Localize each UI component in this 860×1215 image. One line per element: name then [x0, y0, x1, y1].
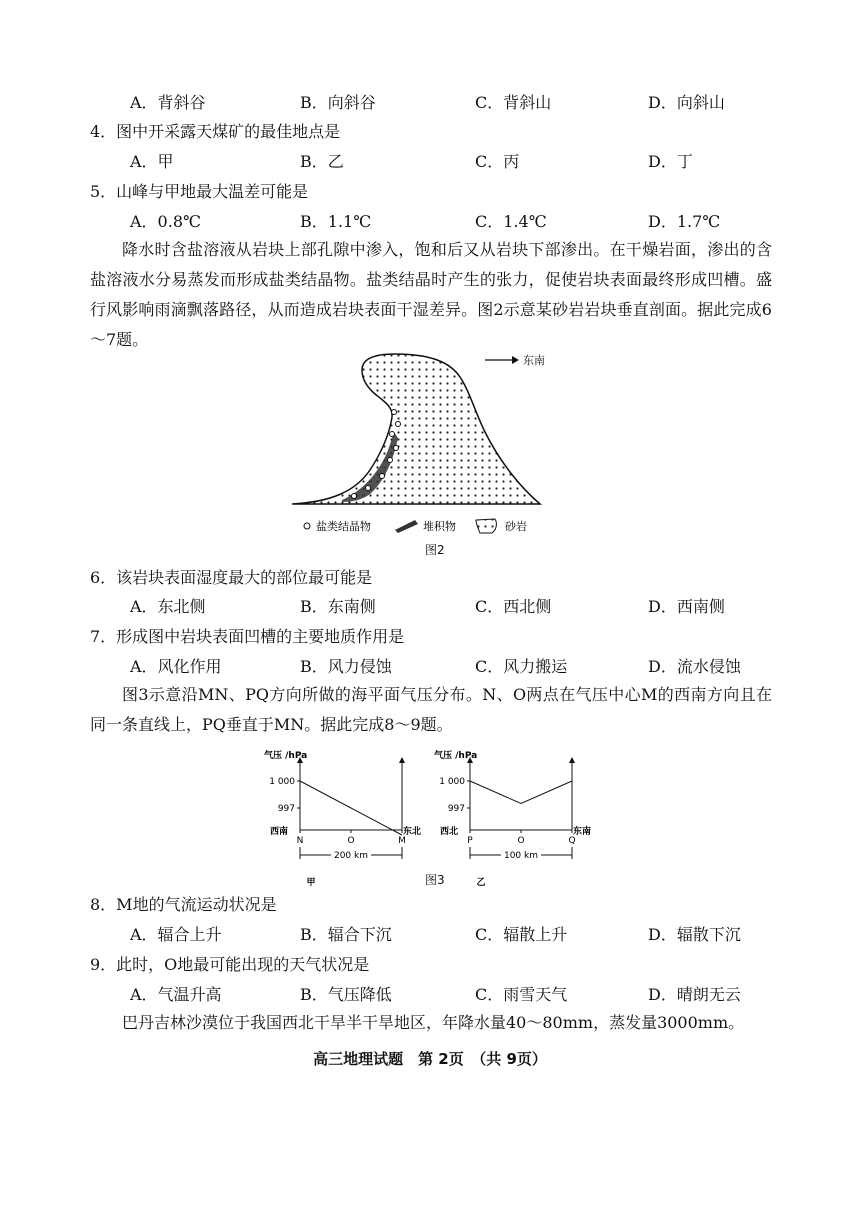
- q6-option-b: B．东南侧: [300, 597, 376, 616]
- legend-sandstone-label: 砂岩: [505, 520, 527, 533]
- y-axis-right-arrow-icon: [399, 757, 405, 763]
- q6-stem: 6．该岩块表面湿度最大的部位最可能是: [90, 568, 373, 587]
- figure-2-rock-profile: [290, 352, 550, 517]
- q7-option-b: B．风力侵蚀: [300, 657, 392, 676]
- q8-option-b: B．辐合下沉: [300, 925, 392, 944]
- arrow-head-icon: [512, 356, 519, 364]
- q6-option-d: D．西南侧: [648, 597, 725, 616]
- passage-2: 降水时含盐溶液从岩块上部孔隙中渗入，饱和后又从岩块下部渗出。在干燥岩面，渗出的含盐溶液水分易蒸发而形成盐类结晶物。盐类结晶时产生的张力，促使岩块表面最终形成凹槽。盛行风影响雨滴飘落路径，从而造成岩块表面干湿差异。图2示意某砂岩岩块垂直剖面。据此完成6～7题。: [90, 240, 772, 349]
- x-category-label: O: [347, 836, 355, 846]
- q5-option-c: C．1.4℃: [475, 212, 547, 231]
- y-axis-label: 气压 /hPa: [264, 751, 308, 761]
- q4-stem: 4．图中开采露天煤矿的最佳地点是: [90, 122, 341, 141]
- q7-option-d: D．流水侵蚀: [648, 657, 741, 676]
- distance-label: 100 km: [503, 851, 539, 861]
- figure-3-caption: 图3: [425, 873, 445, 887]
- x-direction-right: 东北: [403, 827, 422, 837]
- y-axis-label: 气压 /hPa: [434, 751, 478, 761]
- q3-option-c: C．背斜山: [475, 93, 552, 112]
- x-direction-right: 东南: [573, 827, 592, 837]
- y-tick-label: 997: [277, 804, 295, 814]
- pressure-series-line: [300, 781, 402, 835]
- pressure-series-line: [470, 781, 572, 804]
- q7-option-a: A．风化作用: [130, 657, 222, 676]
- q5-option-d: D．1.7℃: [648, 212, 721, 231]
- q3-option-a: A．背斜谷: [130, 93, 206, 112]
- x-category-label: M: [398, 836, 406, 846]
- page-footer: 高三地理试题 第 2页 （共 9页）: [313, 1050, 547, 1068]
- salt-crystal-legend-icon: [304, 523, 310, 529]
- y-tick-label: 997: [447, 804, 465, 814]
- x-category-label: O: [517, 836, 525, 846]
- passage-4: 巴丹吉林沙漠位于我国西北干旱半干旱地区，年降水量40～80mm，蒸发量3000mm。: [122, 1013, 745, 1032]
- direction-label: 东南: [523, 354, 545, 367]
- x-category-label: P: [467, 836, 473, 846]
- passage-3: 图3示意沿MN、PQ方向所做的海平面气压分布。N、O两点在气压中心M的西南方向且在同一条直线上，PQ垂直于MN。据此完成8～9题。: [90, 685, 772, 734]
- q6-option-a: A．东北侧: [130, 597, 206, 616]
- chart-title: 乙: [476, 878, 486, 888]
- figure-2-caption: 图2: [425, 543, 445, 557]
- q9-option-c: C．雨雪天气: [475, 985, 568, 1004]
- legend-deposit-label: 堆积物: [423, 520, 456, 533]
- q9-option-a: A．气温升高: [130, 985, 222, 1004]
- q4-option-b: B．乙: [300, 152, 344, 171]
- q4-option-a: A．甲: [130, 152, 174, 171]
- q9-option-d: D．晴朗无云: [648, 985, 741, 1004]
- y-tick-label: 1 000: [439, 777, 465, 787]
- chart-jia: [262, 748, 422, 888]
- q3-option-b: B．向斜谷: [300, 93, 376, 112]
- q5-option-a: A．0.8℃: [130, 212, 201, 231]
- q9-stem: 9．此时，O地最可能出现的天气状况是: [90, 955, 370, 974]
- q6-option-c: C．西北侧: [475, 597, 552, 616]
- q7-stem: 7．形成图中岩块表面凹槽的主要地质作用是: [90, 627, 405, 646]
- x-category-label: Q: [568, 836, 576, 846]
- x-direction-left: 西北: [440, 827, 459, 837]
- q3-option-d: D．向斜山: [648, 93, 725, 112]
- x-direction-left: 西南: [270, 827, 289, 837]
- q8-option-c: C．辐散上升: [475, 925, 568, 944]
- deposit-legend-icon: [395, 520, 418, 533]
- y-axis-right-arrow-icon: [569, 757, 575, 763]
- q8-stem: 8．M地的气流运动状况是: [90, 895, 277, 914]
- legend-salt-label: 盐类结晶物: [316, 520, 371, 533]
- q8-option-d: D．辐散下沉: [648, 925, 741, 944]
- q5-stem: 5．山峰与甲地最大温差可能是: [90, 182, 309, 201]
- sandstone-rock: [292, 354, 540, 504]
- sandstone-legend-icon: [476, 519, 496, 533]
- chart-title: 甲: [306, 878, 316, 888]
- q4-option-c: C．丙: [475, 152, 520, 171]
- distance-label: 200 km: [333, 851, 369, 861]
- q5-option-b: B．1.1℃: [300, 212, 372, 231]
- q9-option-b: B．气压降低: [300, 985, 392, 1004]
- chart-yi: [432, 748, 592, 888]
- q7-option-c: C．风力搬运: [475, 657, 568, 676]
- y-tick-label: 1 000: [269, 777, 295, 787]
- figure-2-legend: [300, 516, 550, 536]
- q8-option-a: A．辐合上升: [130, 925, 222, 944]
- q4-option-d: D．丁: [648, 152, 693, 171]
- x-category-label: N: [296, 836, 304, 846]
